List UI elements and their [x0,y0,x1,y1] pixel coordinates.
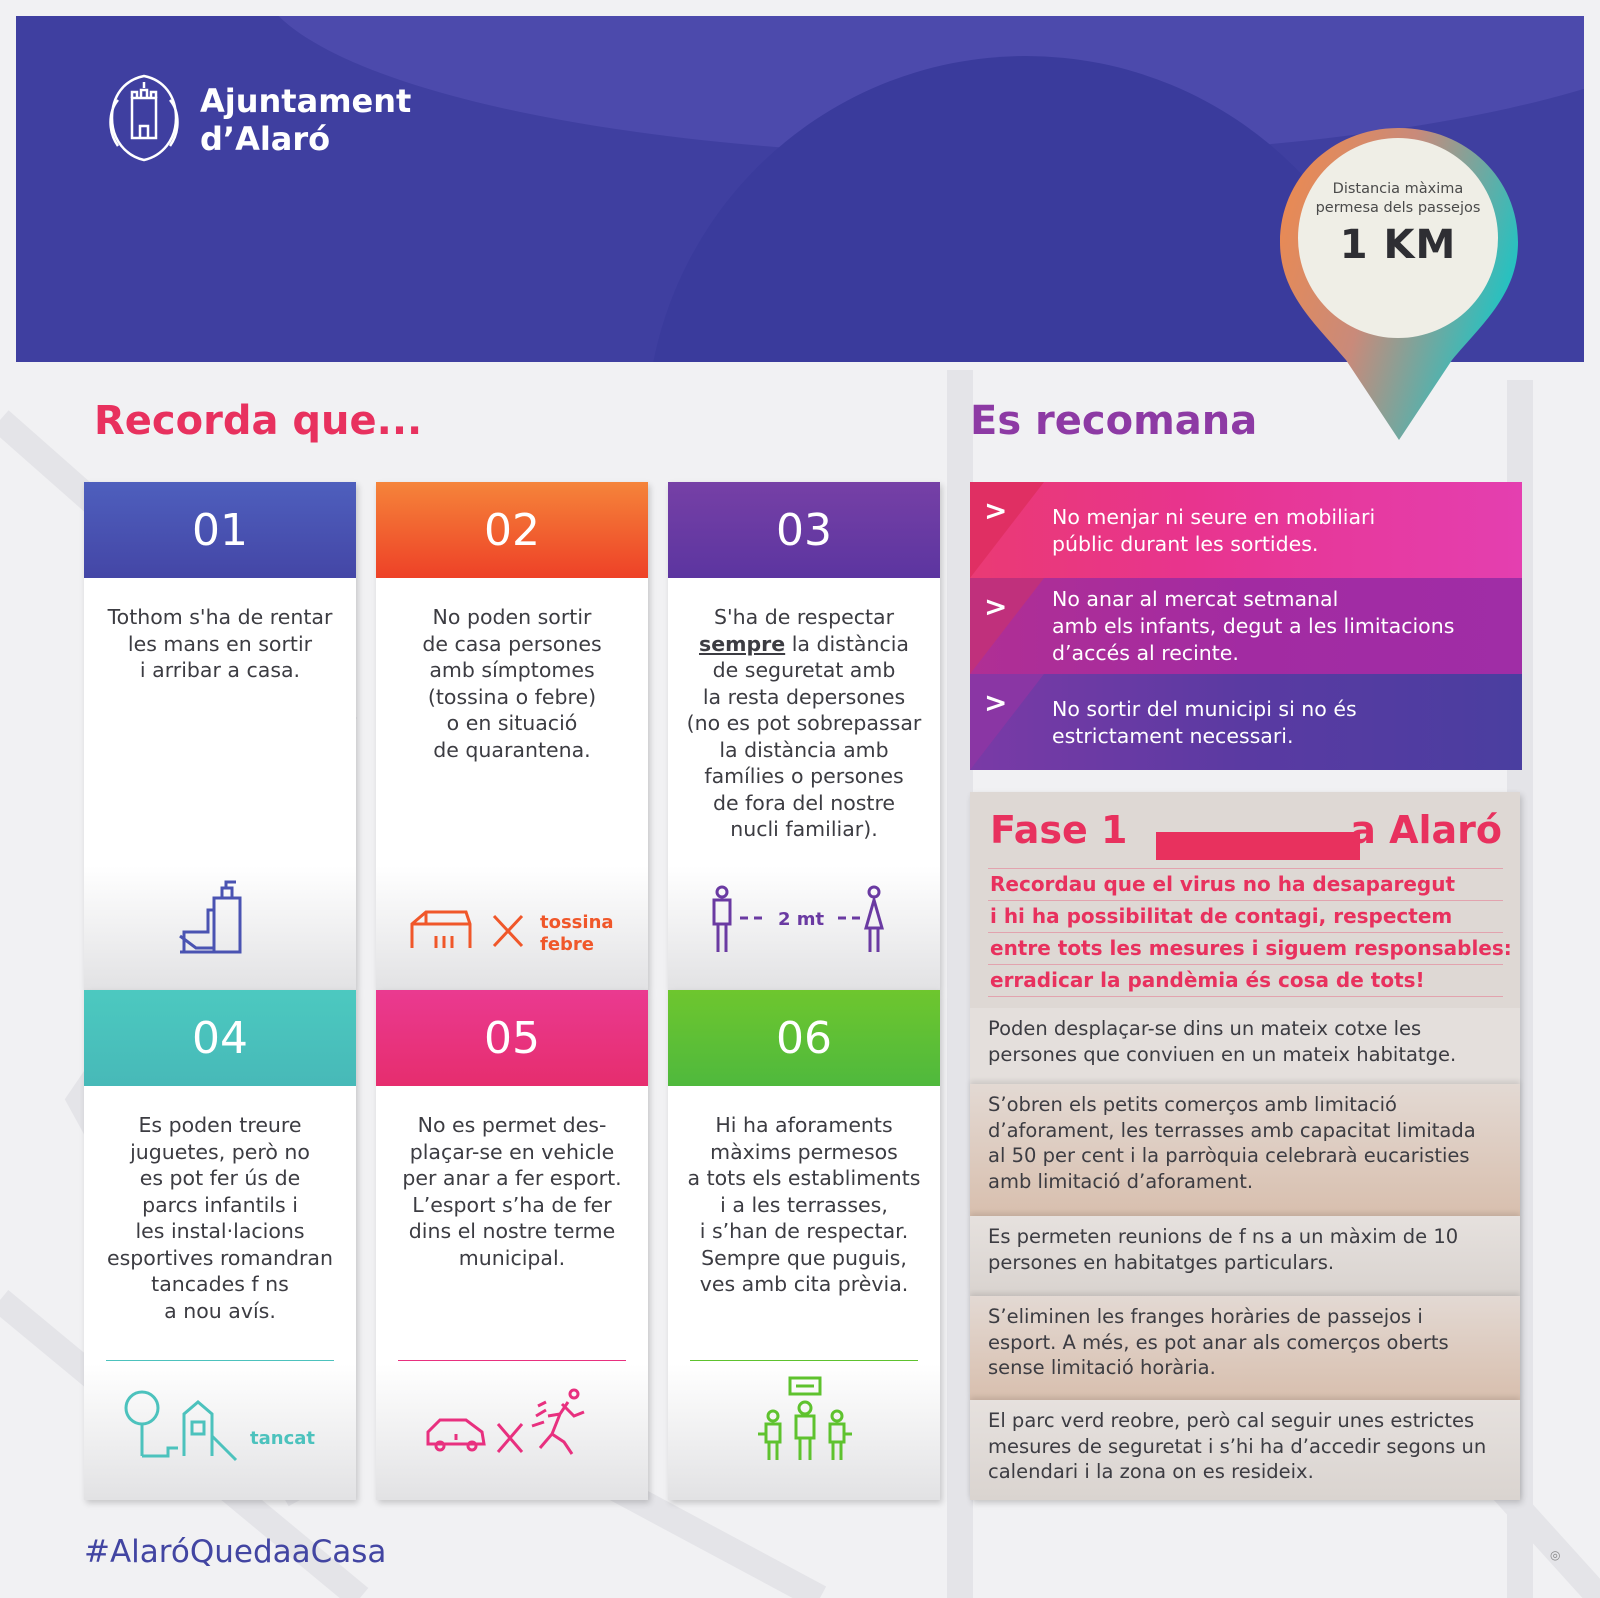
card-text-line: la distància amb [719,737,889,762]
recommendation-item [970,482,1522,578]
fase-measure-line: calendari i la zona on es resideix. [988,1460,1314,1483]
card-text-line: esportives romandran [107,1245,333,1270]
card-text-line: Tothom s'ha de rentar [107,605,333,629]
card-text-line: (tossina o febre) [427,684,597,709]
fase-measure-line: mesures de seguretat i s’hi ha d’accedir segons un [988,1434,1487,1458]
card-text-line: màxims permesos [710,1139,898,1164]
card-text-line: de quarantena. [433,737,591,762]
card-icon-area [668,1364,940,1500]
card-text-line: (no es pot sobrepassar [686,711,922,735]
card-icon-area [668,866,940,990]
recommendation-text [1052,586,1512,667]
card-text-line: L’esport s’ha de fer [412,1192,612,1217]
fase-measure-line: Poden desplaçar-se dins un mateix cotxe les [988,1017,1422,1040]
credit-mark-icon: ◎ [1550,1548,1561,1562]
fase-measure-line: S’obren els petits comerços amb limitació [988,1093,1397,1116]
diagonal-stripe [970,578,1050,674]
fase-alert-line: erradicar la pandèmia és cosa de tots! [988,965,1503,997]
card-text-line: ves amb cita prèvia. [699,1272,909,1296]
card-text-line: i a les terrasses, [720,1192,888,1217]
brand-name [200,82,411,158]
recommendation-line: amb els infants, degut a les limitacions [1052,614,1455,638]
chevron-right-icon: > [984,590,1008,623]
location-pin-icon [1276,124,1522,444]
card-text-line: i s’han de respectar. [699,1219,909,1243]
card-text-line: municipal. [458,1245,566,1270]
icon-label-distance: 2 mt [778,909,825,930]
diagonal-stripe [970,482,1050,578]
rule-card-04 [84,990,356,1500]
coat-of-arms-icon [104,72,184,164]
card-text-line: S'ha de respectar [713,605,895,629]
fase-measure-line: Es permeten reunions de f ns a un màxim de 10 [988,1225,1459,1248]
card-text-line: es pot fer ús de [139,1166,301,1190]
card-text-line: les mans en sortir [127,631,313,656]
card-text-line: Hi ha aforaments [715,1113,893,1137]
fase-measure-line: persones que conviuen en un mateix habitatge. [988,1042,1457,1066]
card-text-line: famílies o persones [704,764,904,788]
recommendation-text [1052,504,1512,558]
card-text-line: de fora del nostre [712,790,896,815]
car-runner-icon [376,1364,648,1500]
recommendation-line: No menjar ni seure en mobiliari [1052,505,1376,529]
card-text-line: nucli familiar). [730,817,878,841]
fase-alert-line: i hi ha possibilitat de contagi, respectem [988,901,1503,933]
fase-measure-line: sense limitació horària. [988,1356,1216,1379]
card-text [668,578,940,868]
fase-title-bar [1156,832,1360,860]
fase-title-right: a Alaró [1350,808,1502,852]
card-text-line: dins el nostre terme [408,1219,616,1243]
fase-measure-line: persones en habitatges particulars. [988,1250,1335,1274]
card-number: 02 [376,482,648,578]
card-text-line: la resta depersones [702,684,906,709]
recommendation-item [970,578,1522,674]
card-text-line [678,631,930,658]
icon-label-tossina: tossina [540,912,614,933]
card-text [376,578,648,868]
card-text-line: amb símptomes [429,658,595,682]
card-icon-area [376,1364,648,1500]
fase-measure [970,1084,1520,1216]
recomana-heading: Es recomana [970,398,1258,444]
recommendation-text [1052,696,1512,750]
icon-label-tancat: tancat [250,1428,315,1449]
fase-measure-line: d’aforament, les terrasses amb capacitat limitada [988,1118,1476,1142]
card-text-line: les instal·lacions [135,1219,305,1243]
capacity-people-icon [668,1364,940,1500]
card-icon-area [84,866,356,990]
brand-line-2: d’Alaró [200,120,331,158]
recommendation-line: públic durant les sortides. [1052,532,1319,556]
diagonal-stripe [970,674,1050,770]
fase-measure-line: al 50 per cent i la parròquia celebrarà eucaristies [988,1144,1470,1167]
card-text [376,1086,648,1356]
fase-title-left: Fase 1 [990,808,1128,852]
recorda-heading: Recorda que... [94,398,423,444]
recommendation-item [970,674,1522,770]
rule-card-03 [668,482,940,990]
rule-card-05 [376,990,648,1500]
fase-measure-line: amb limitació d’aforament. [988,1169,1254,1193]
card-text-line: Es poden treure [138,1113,302,1137]
card-number: 05 [376,990,648,1086]
pin-caption-line-1: Distancia màxima [1332,181,1464,197]
card-text-line: No poden sortir [432,605,592,629]
card-text [84,578,356,868]
fase-measure [970,1296,1520,1400]
card-divider [398,1360,626,1361]
hashtag[interactable]: #AlaróQuedaaCasa [84,1534,387,1570]
card-text-line: No es permet des- [417,1113,607,1137]
fase-measure [970,1008,1520,1084]
card-text [84,1086,356,1356]
card-text-line: parcs infantils i [142,1192,298,1217]
emphasis-word: sempre [699,631,786,656]
card-text-line: a tots els establiments [687,1166,921,1190]
recommendation-line: No anar al mercat setmanal [1052,587,1339,611]
recommendation-line: No sortir del municipi si no és [1052,697,1357,721]
fase-alert-line: entre tots les mesures i siguem responsables: [988,933,1503,965]
card-icon-area [84,1364,356,1500]
pin-caption-line-2: permesa dels passejos [1315,200,1481,216]
card-divider [106,1360,334,1361]
card-text-line: a nou avís. [164,1298,276,1323]
rule-card-01 [84,482,356,990]
brand-line-1: Ajuntament [200,82,412,120]
card-number: 01 [84,482,356,578]
hand-washing-icon [84,866,356,990]
recommendation-line: d’accés al recinte. [1052,641,1239,665]
fase-measure-line: S’eliminen les franges horàries de passejos i [988,1305,1423,1328]
fase-alert [988,868,1512,997]
pin-distance-value: 1 KM [1339,222,1457,268]
card-text-line: o en situació [446,711,578,735]
card-text-line: Sempre que puguis, [701,1245,907,1270]
playground-icon [84,1364,356,1500]
fase-1-panel [970,792,1520,1500]
fase-measure-line: esport. A més, es pot anar als comerços oberts [988,1330,1449,1354]
card-number: 06 [668,990,940,1086]
card-text-line: de seguretat amb [712,658,896,682]
card-text-line: de casa persones [422,631,602,656]
chevron-right-icon: > [984,494,1008,527]
card-text-span: la distància [785,631,909,656]
recommendation-line: estrictament necessari. [1052,724,1294,748]
chevron-right-icon: > [984,686,1008,719]
card-text-line: juguetes, però no [130,1139,310,1164]
icon-label-febre: febre [540,934,595,955]
rule-card-02 [376,482,648,990]
rule-card-06 [668,990,940,1500]
card-text-line: tancades f ns [151,1272,289,1296]
fase-alert-line: Recordau que el virus no ha desaparegut [988,868,1503,901]
card-icon-area [376,866,648,990]
card-text-line: i arribar a casa. [139,658,301,682]
fase-measure-line: El parc verd reobre, però cal seguir unes estrictes [988,1409,1475,1432]
card-text-line: plaçar-se en vehicle [409,1139,615,1164]
card-number: 04 [84,990,356,1086]
distance-people-icon [668,866,940,990]
card-divider [690,1360,918,1361]
recommendations-box [970,482,1522,772]
card-number: 03 [668,482,940,578]
pin-caption [1298,180,1498,218]
fase-measure [970,1400,1520,1500]
card-text-line: per anar a fer esport. [402,1166,622,1190]
card-text [668,1086,940,1356]
fase-measure [970,1216,1520,1296]
fase-title [990,808,1510,858]
house-icon [376,866,648,990]
